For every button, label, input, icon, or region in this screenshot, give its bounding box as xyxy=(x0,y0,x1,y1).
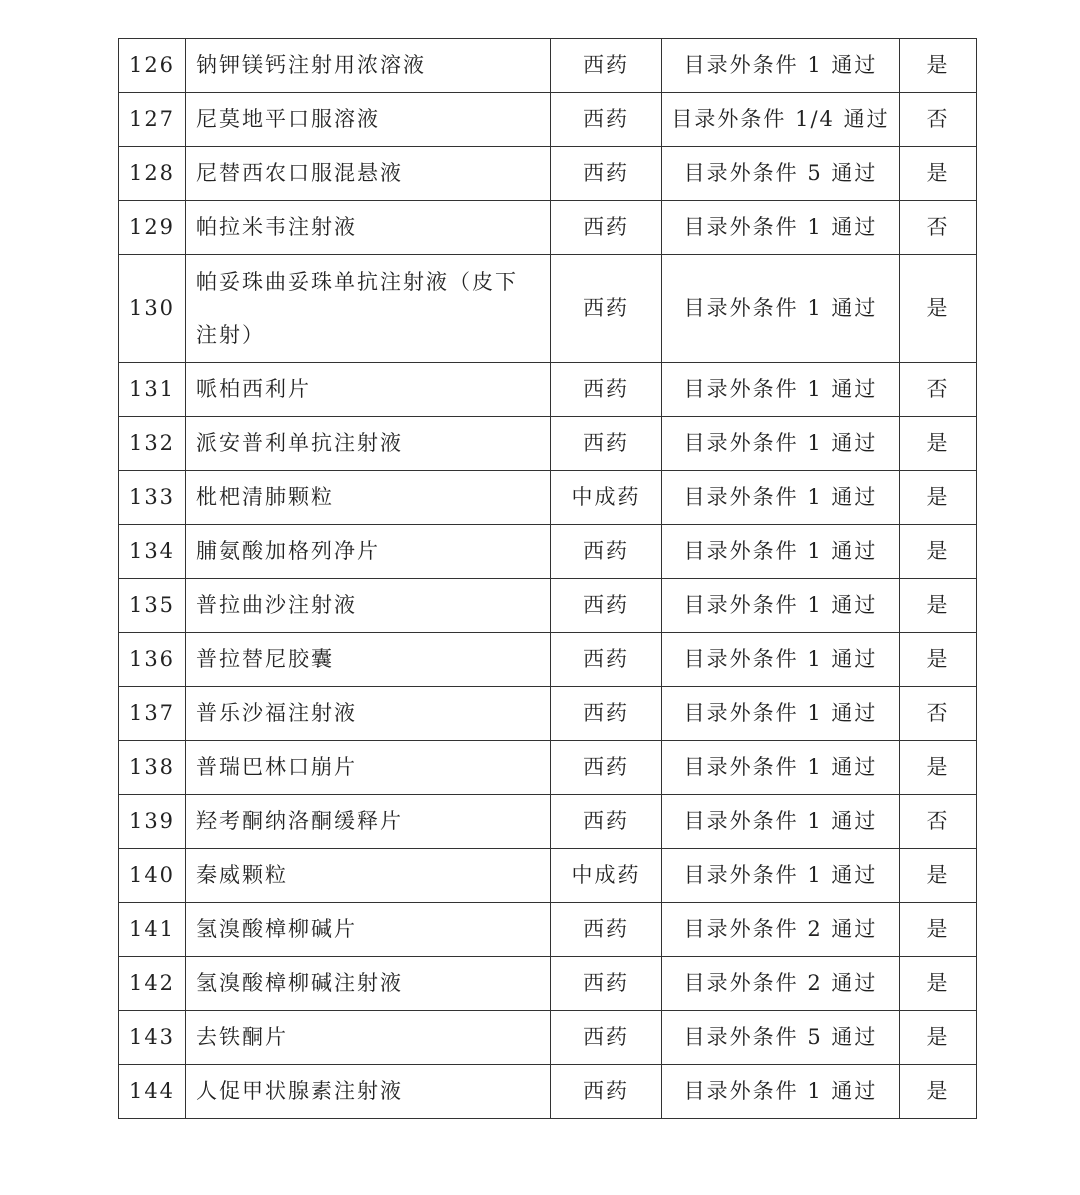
drug-type: 西药 xyxy=(551,39,662,93)
result-flag: 是 xyxy=(900,1011,977,1065)
drug-name: 帕妥珠曲妥珠单抗注射液（皮下注射） xyxy=(186,255,551,363)
result-flag: 是 xyxy=(900,579,977,633)
drug-name: 普拉替尼胶囊 xyxy=(186,633,551,687)
row-number: 126 xyxy=(119,39,186,93)
row-number: 133 xyxy=(119,471,186,525)
drug-name: 秦威颗粒 xyxy=(186,849,551,903)
drug-type: 西药 xyxy=(551,93,662,147)
drug-name: 人促甲状腺素注射液 xyxy=(186,1065,551,1119)
table-row xyxy=(119,93,977,147)
drug-name: 普拉曲沙注射液 xyxy=(186,579,551,633)
row-number: 141 xyxy=(119,903,186,957)
drug-type: 西药 xyxy=(551,1065,662,1119)
drug-type: 西药 xyxy=(551,201,662,255)
table-row xyxy=(119,1065,977,1119)
result-flag: 是 xyxy=(900,1065,977,1119)
table-row xyxy=(119,741,977,795)
row-number: 144 xyxy=(119,1065,186,1119)
result-flag: 否 xyxy=(900,363,977,417)
drug-name: 去铁酮片 xyxy=(186,1011,551,1065)
row-number: 131 xyxy=(119,363,186,417)
review-condition: 目录外条件 5 通过 xyxy=(662,1011,900,1065)
drug-type: 西药 xyxy=(551,957,662,1011)
table-row xyxy=(119,39,977,93)
result-flag: 是 xyxy=(900,849,977,903)
drug-type: 西药 xyxy=(551,633,662,687)
review-condition: 目录外条件 1 通过 xyxy=(662,1065,900,1119)
result-flag: 是 xyxy=(900,471,977,525)
drug-type: 西药 xyxy=(551,1011,662,1065)
row-number: 135 xyxy=(119,579,186,633)
table-row xyxy=(119,147,977,201)
table-row xyxy=(119,417,977,471)
drug-name: 普乐沙福注射液 xyxy=(186,687,551,741)
row-number: 129 xyxy=(119,201,186,255)
drug-type: 中成药 xyxy=(551,849,662,903)
review-condition: 目录外条件 1/4 通过 xyxy=(662,93,900,147)
review-condition: 目录外条件 2 通过 xyxy=(662,957,900,1011)
table-row xyxy=(119,795,977,849)
result-flag: 是 xyxy=(900,525,977,579)
drug-list-table xyxy=(118,38,977,1119)
drug-type: 西药 xyxy=(551,147,662,201)
table-row xyxy=(119,471,977,525)
result-flag: 是 xyxy=(900,903,977,957)
result-flag: 是 xyxy=(900,633,977,687)
row-number: 138 xyxy=(119,741,186,795)
row-number: 142 xyxy=(119,957,186,1011)
drug-name: 脯氨酸加格列净片 xyxy=(186,525,551,579)
drug-name: 哌柏西利片 xyxy=(186,363,551,417)
table-row xyxy=(119,633,977,687)
review-condition: 目录外条件 1 通过 xyxy=(662,687,900,741)
result-flag: 是 xyxy=(900,147,977,201)
review-condition: 目录外条件 1 通过 xyxy=(662,201,900,255)
row-number: 139 xyxy=(119,795,186,849)
review-condition: 目录外条件 1 通过 xyxy=(662,633,900,687)
result-flag: 是 xyxy=(900,255,977,363)
table-row xyxy=(119,255,977,363)
drug-type: 西药 xyxy=(551,687,662,741)
drug-name: 钠钾镁钙注射用浓溶液 xyxy=(186,39,551,93)
row-number: 143 xyxy=(119,1011,186,1065)
drug-type: 西药 xyxy=(551,903,662,957)
table-row xyxy=(119,525,977,579)
table-row xyxy=(119,849,977,903)
drug-type: 西药 xyxy=(551,363,662,417)
table-row xyxy=(119,201,977,255)
review-condition: 目录外条件 1 通过 xyxy=(662,849,900,903)
review-condition: 目录外条件 1 通过 xyxy=(662,39,900,93)
row-number: 132 xyxy=(119,417,186,471)
drug-name: 羟考酮纳洛酮缓释片 xyxy=(186,795,551,849)
drug-type: 中成药 xyxy=(551,471,662,525)
review-condition: 目录外条件 1 通过 xyxy=(662,795,900,849)
table-row xyxy=(119,363,977,417)
result-flag: 是 xyxy=(900,741,977,795)
drug-type: 西药 xyxy=(551,795,662,849)
review-condition: 目录外条件 1 通过 xyxy=(662,255,900,363)
drug-type: 西药 xyxy=(551,579,662,633)
drug-name: 氢溴酸樟柳碱片 xyxy=(186,903,551,957)
drug-name: 派安普利单抗注射液 xyxy=(186,417,551,471)
table-row xyxy=(119,903,977,957)
review-condition: 目录外条件 5 通过 xyxy=(662,147,900,201)
table-row xyxy=(119,579,977,633)
drug-name: 氢溴酸樟柳碱注射液 xyxy=(186,957,551,1011)
review-condition: 目录外条件 2 通过 xyxy=(662,903,900,957)
review-condition: 目录外条件 1 通过 xyxy=(662,525,900,579)
review-condition: 目录外条件 1 通过 xyxy=(662,417,900,471)
result-flag: 否 xyxy=(900,201,977,255)
result-flag: 否 xyxy=(900,687,977,741)
row-number: 128 xyxy=(119,147,186,201)
drug-name: 尼替西农口服混悬液 xyxy=(186,147,551,201)
row-number: 136 xyxy=(119,633,186,687)
table-row xyxy=(119,687,977,741)
drug-name: 尼莫地平口服溶液 xyxy=(186,93,551,147)
table-row xyxy=(119,1011,977,1065)
drug-type: 西药 xyxy=(551,741,662,795)
review-condition: 目录外条件 1 通过 xyxy=(662,579,900,633)
result-flag: 是 xyxy=(900,39,977,93)
review-condition: 目录外条件 1 通过 xyxy=(662,363,900,417)
row-number: 127 xyxy=(119,93,186,147)
row-number: 130 xyxy=(119,255,186,363)
drug-type: 西药 xyxy=(551,525,662,579)
table-row xyxy=(119,957,977,1011)
review-condition: 目录外条件 1 通过 xyxy=(662,741,900,795)
drug-name: 枇杷清肺颗粒 xyxy=(186,471,551,525)
result-flag: 否 xyxy=(900,795,977,849)
result-flag: 是 xyxy=(900,417,977,471)
review-condition: 目录外条件 1 通过 xyxy=(662,471,900,525)
row-number: 134 xyxy=(119,525,186,579)
result-flag: 否 xyxy=(900,93,977,147)
document-page xyxy=(118,38,972,1119)
drug-type: 西药 xyxy=(551,417,662,471)
row-number: 137 xyxy=(119,687,186,741)
result-flag: 是 xyxy=(900,957,977,1011)
row-number: 140 xyxy=(119,849,186,903)
drug-name: 帕拉米韦注射液 xyxy=(186,201,551,255)
drug-type: 西药 xyxy=(551,255,662,363)
drug-name: 普瑞巴林口崩片 xyxy=(186,741,551,795)
